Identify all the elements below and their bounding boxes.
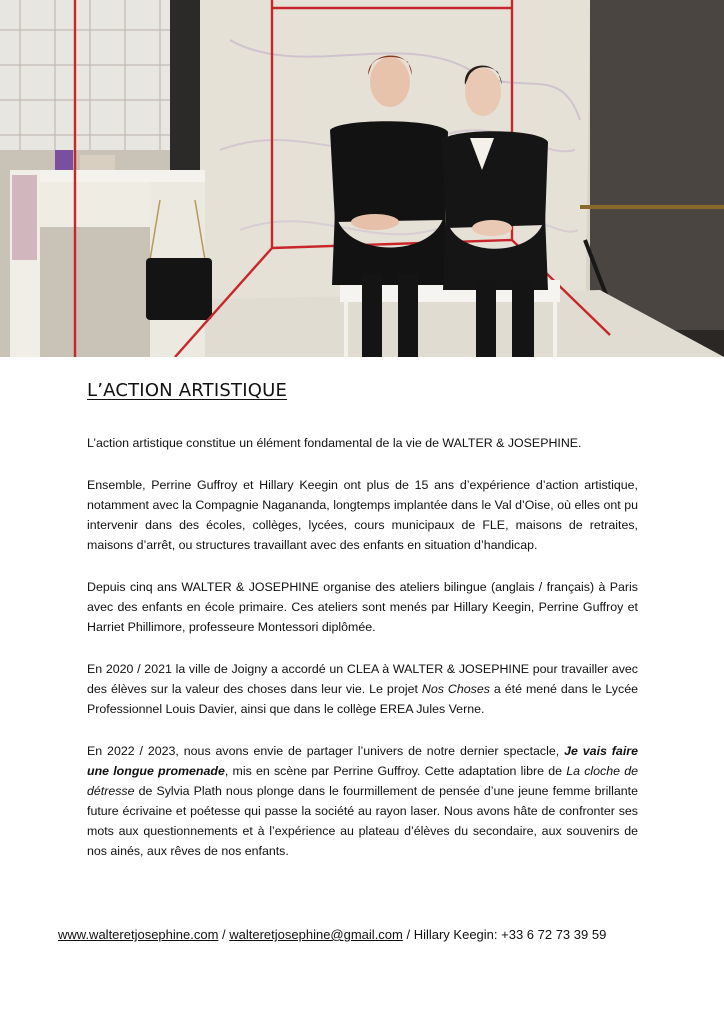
website-link[interactable]: www.walteretjosephine.com [58, 927, 219, 942]
paragraph-promenade-part3: de Sylvia Plath nous plonge dans le fourmillement de pensée d’une jeune femme brillante future écrivaine et poétesse qui passe la société au rayon laser. Nous avons hâte de confronter ses mots aux questionnements et à l’expérience au plateau d’élèves du secondaire, aux souvenirs de nos ainés, aux rêves de nos enfants. [87, 784, 638, 858]
book-title: La cloche de détresse [87, 764, 639, 798]
footer-contact [58, 927, 678, 942]
paragraph-promenade-part2: , mis en scène par Perrine Guffroy. Cette adaptation libre de [224, 764, 567, 778]
stage-photo [0, 0, 724, 357]
paragraph-clea-part1: En 2020 / 2021 la ville de Joigny a accordé un CLEA à WALTER & JOSEPHINE pour travailler avec des élèves sur la valeur des choses dans leur vie. Le projet [87, 662, 638, 696]
main-content [87, 380, 638, 883]
paragraph-experience: Ensemble, Perrine Guffroy et Hillary Keegin ont plus de 15 ans d’expérience d’action artistique, notamment avec la Compagnie Nagananda, longtemps implantée dans le Val d’Oise, où elles ont pu intervenir dans des écoles, collèges, lycées, cours municipaux de FLE, maisons de retraites, maisons d’arrêt, ou structures travaillant avec des enfants en situation d’handicap. [87, 478, 638, 552]
paragraph-intro: L’action artistique constitue un élément fondamental de la vie de WALTER & JOSEPHINE. [87, 436, 582, 450]
paragraph-clea-part2: a été mené dans le Lycée Professionnel Louis Davier, ainsi que dans le collège EREA Jules Verne. [87, 682, 638, 716]
paragraph-promenade-part1: En 2022 / 2023, nous avons envie de partager l’univers de notre dernier spectacle, [87, 744, 565, 758]
stage-photo-illustration [0, 0, 724, 357]
show-title: Je vais faire une longue promenade [87, 744, 638, 778]
paragraph-promenade [87, 741, 638, 861]
project-title-nos-choses: Nos Choses [421, 682, 490, 696]
email-link[interactable]: walteretjosephine@gmail.com [229, 927, 403, 942]
footer-separator: / [218, 927, 230, 942]
footer-phone: / Hillary Keegin: +33 6 72 73 39 59 [402, 927, 607, 942]
section-title: L’ACTION ARTISTIQUE [87, 380, 288, 401]
paragraph-workshops: Depuis cinq ans WALTER & JOSEPHINE organise des ateliers bilingue (anglais / français) à Paris avec des enfants en école primaire. Ces ateliers sont menés par Hillary Keegin, Perrine Guffroy et Harriet Phillimore, professeure Montessori diplômée. [87, 580, 638, 634]
paragraph-clea [87, 659, 638, 719]
